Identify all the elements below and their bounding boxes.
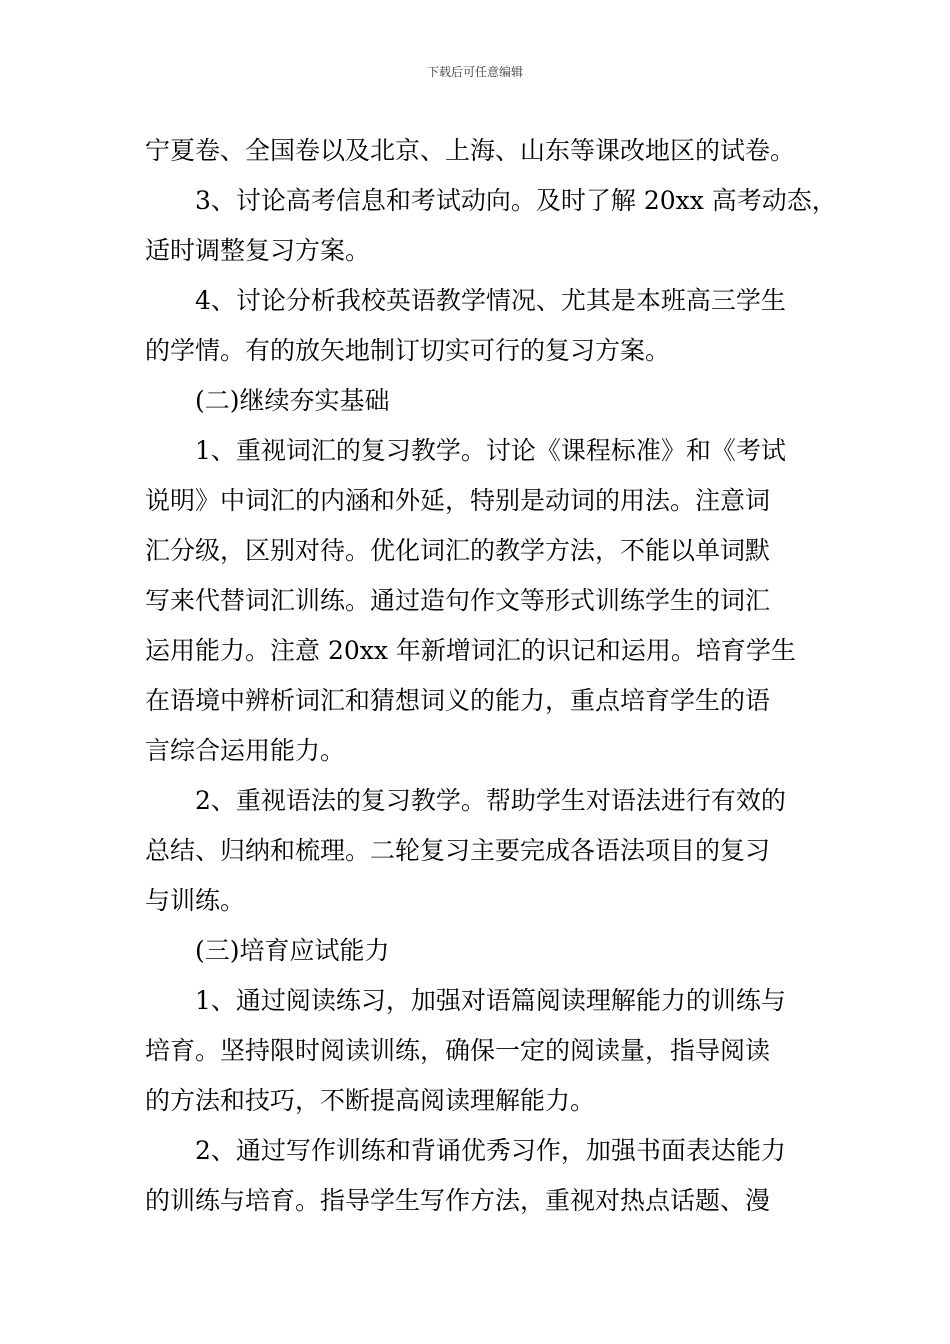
text-line: 1、重视词汇的复习教学。讨论《课程标准》和《考试	[195, 436, 786, 465]
text-line: 1、通过阅读练习，加强对语篇阅读理解能力的训练与	[195, 986, 786, 1015]
header-note: 下载后可任意编辑	[426, 65, 523, 79]
text-line: 在语境中辨析词汇和猜想词义的能力，重点培育学生的语	[145, 686, 771, 715]
text-line: 的方法和技巧，不断提高阅读理解能力。	[145, 1086, 596, 1115]
text-line: 写来代替词汇训练。通过造句作文等形式训练学生的词汇	[145, 586, 771, 615]
text-line: 汇分级，区别对待。优化词汇的教学方法，不能以单词默	[145, 536, 771, 565]
text-line: 适时调整复习方案。	[145, 236, 371, 265]
text-line: 培育。坚持限时阅读训练，确保一定的阅读量，指导阅读	[145, 1036, 771, 1065]
text-line: 总结、归纳和梳理。二轮复习主要完成各语法项目的复习	[145, 836, 771, 865]
text-line: 运用能力。注意 20xx 年新增词汇的识记和运用。培育学生	[145, 636, 796, 665]
text-line: 与训练。	[145, 886, 246, 915]
text-line: 2、重视语法的复习教学。帮助学生对语法进行有效的	[195, 786, 786, 815]
text-line: 3、讨论高考信息和考试动向。及时了解 20xx 高考动态，	[195, 186, 837, 215]
text-line: 2、通过写作训练和背诵优秀习作，加强书面表达能力	[195, 1136, 786, 1165]
section-heading: (二)继续夯实基础	[195, 386, 390, 415]
text-line: 4、讨论分析我校英语教学情况、尤其是本班高三学生	[195, 286, 786, 315]
text-line: 说明》中词汇的内涵和外延，特别是动词的用法。注意词	[145, 486, 771, 515]
text-line: 宁夏卷、全国卷以及北京、上海、山东等课改地区的试卷。	[145, 136, 796, 165]
section-heading: (三)培育应试能力	[195, 936, 390, 965]
document-body	[145, 126, 837, 1226]
text-line: 言综合运用能力。	[145, 736, 346, 765]
text-line: 的学情。有的放矢地制订切实可行的复习方案。	[145, 336, 671, 365]
text-line: 的训练与培育。指导学生写作方法，重视对热点话题、漫	[145, 1186, 771, 1215]
